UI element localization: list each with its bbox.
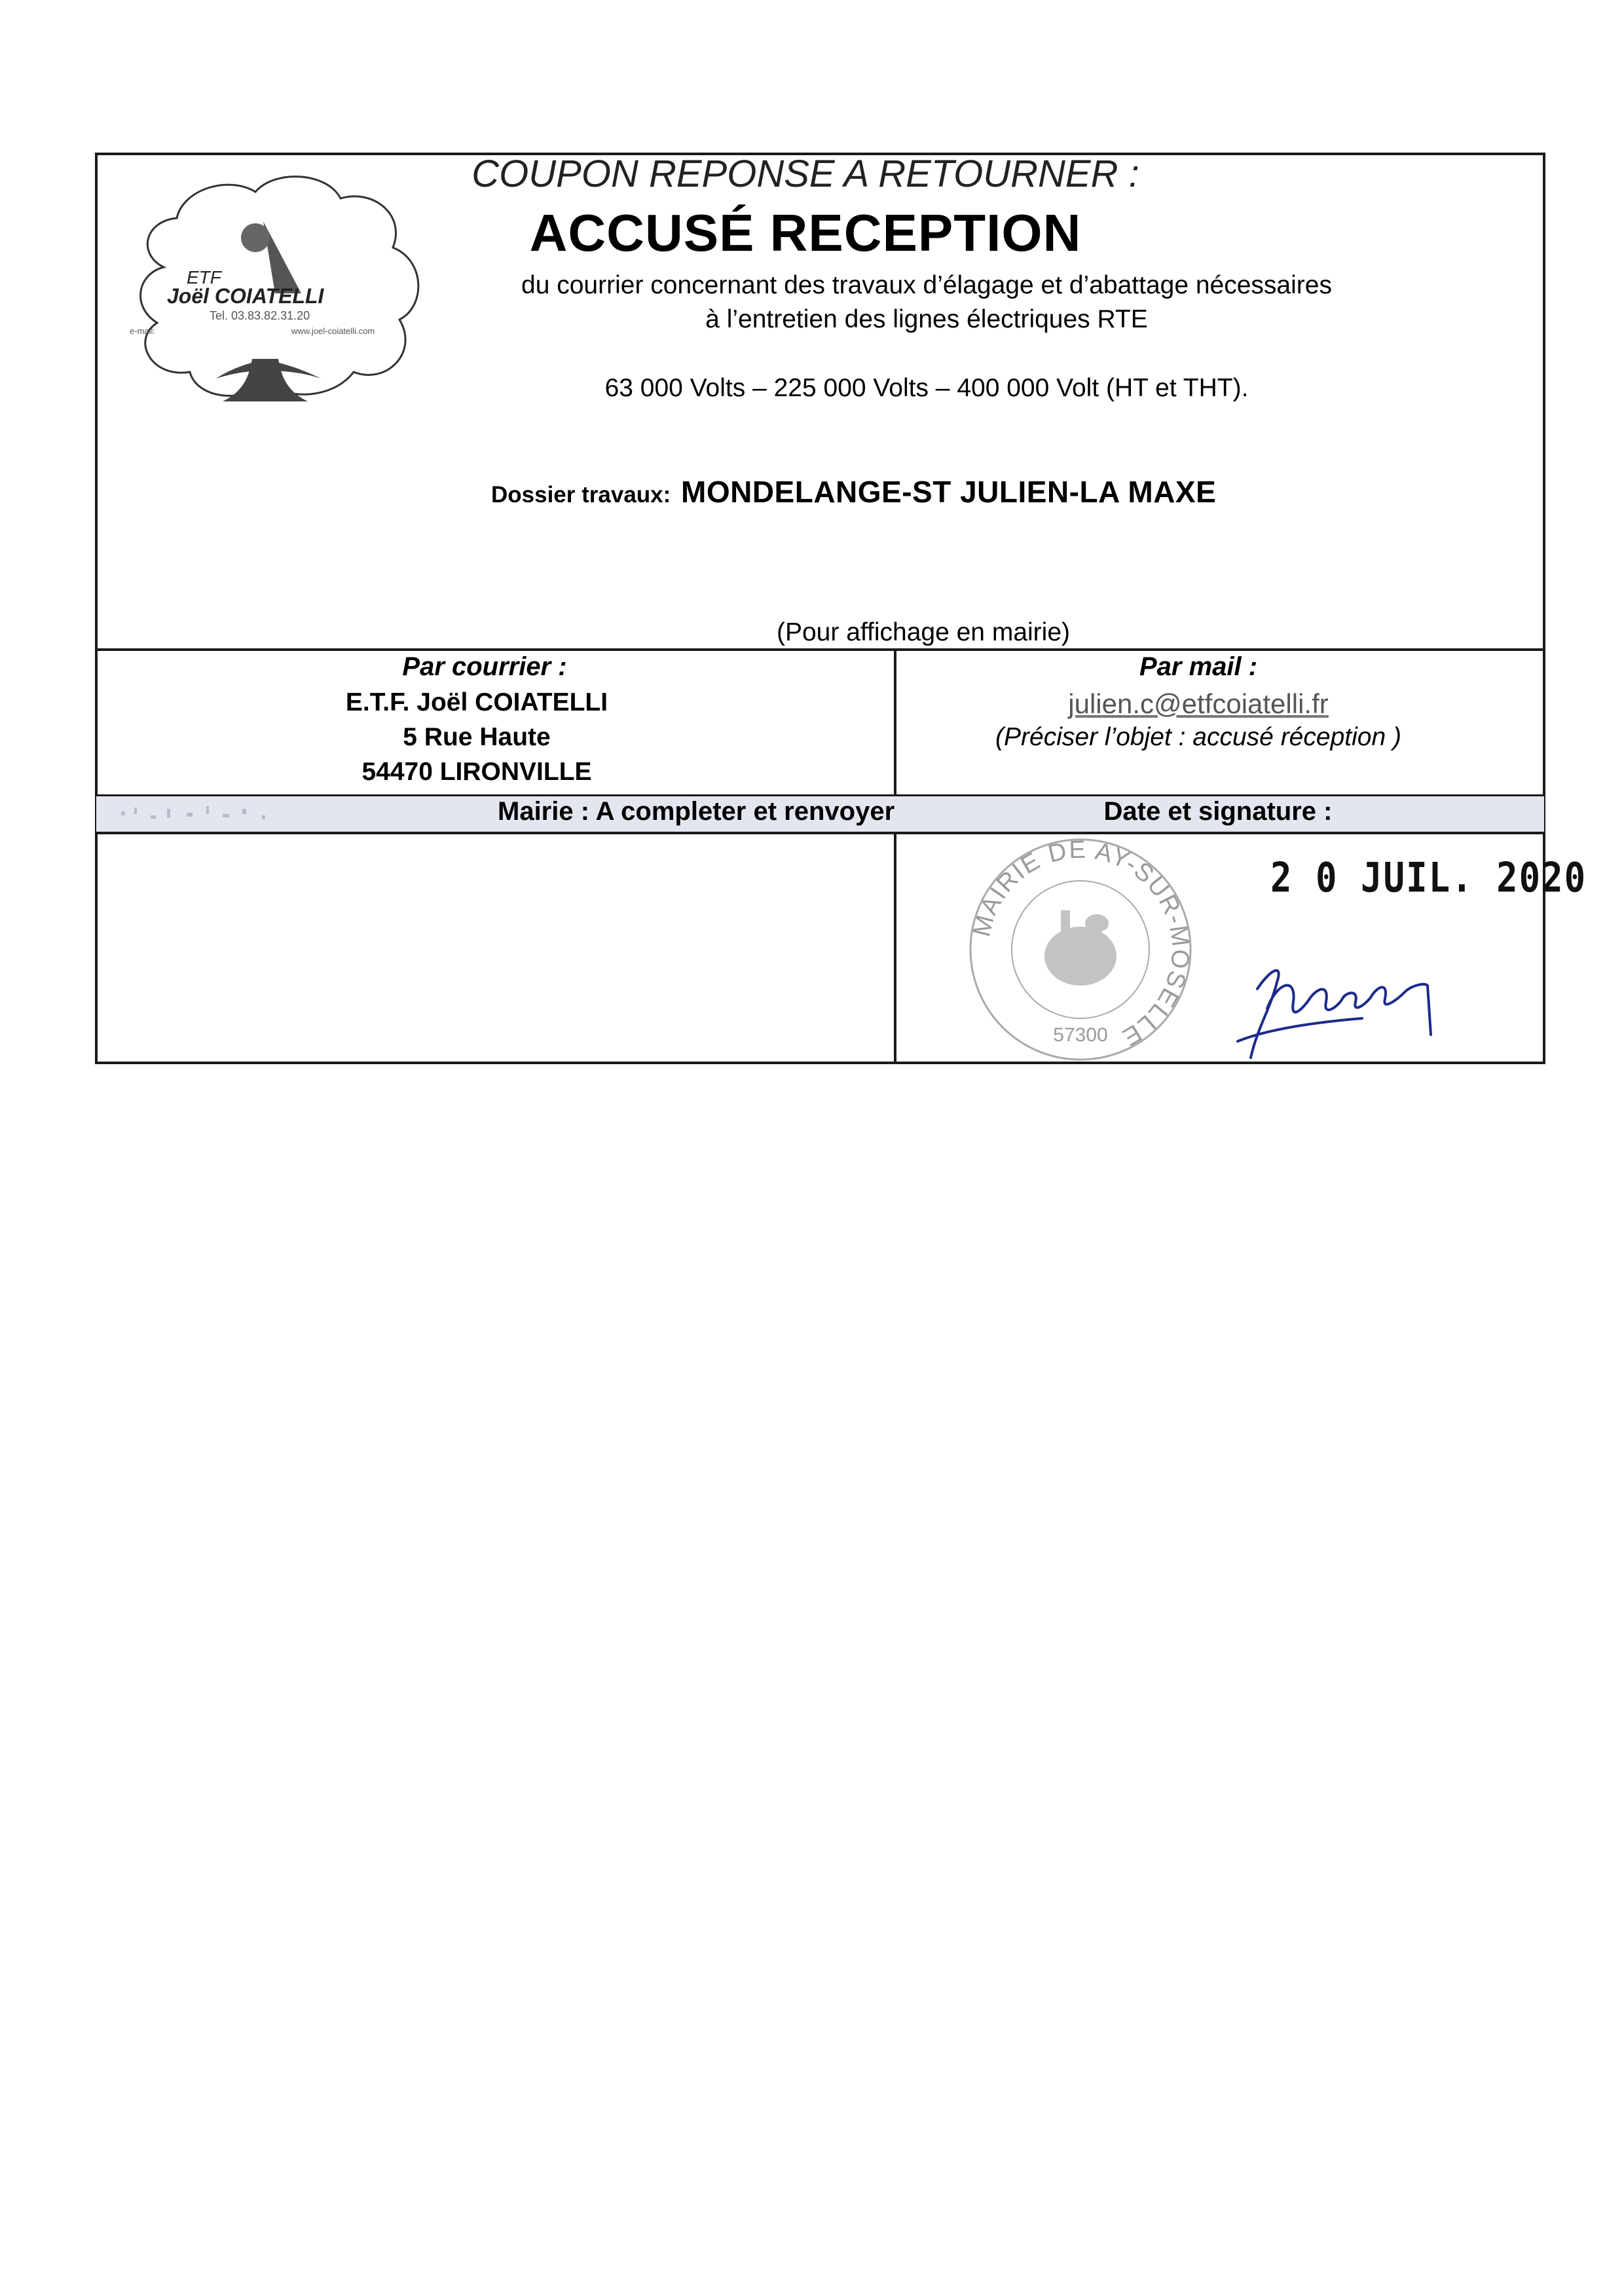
mail-note: (Préciser l’objet : accusé réception ) bbox=[995, 723, 1401, 751]
logo-brand-1: ETF bbox=[187, 267, 221, 287]
dossier-value: MONDELANGE-ST JULIEN-LA MAXE bbox=[681, 475, 1217, 509]
par-courrier-title: Par courrier : bbox=[402, 652, 567, 681]
logo-tel: Tel. 03.83.82.31.20 bbox=[210, 309, 310, 322]
divider-header bbox=[95, 648, 1545, 651]
affichage-note: (Pour affichage en mairie) bbox=[776, 618, 1071, 646]
logo-web: www.joel-coiatelli.com bbox=[291, 326, 375, 336]
subject-line-1: du courrier concernant des travaux d’élagage et d’abattage nécessaires bbox=[521, 271, 1332, 299]
subject-line-2: à l’entretien des lignes électriques RTE bbox=[705, 305, 1148, 333]
divider-band-bottom bbox=[95, 832, 1545, 834]
stamp-text: MAIRIE DE AY-SUR-MOSELLE bbox=[968, 836, 1194, 1052]
coupon-title: COUPON REPONSE A RETOURNER : bbox=[471, 153, 1139, 195]
email-link[interactable]: julien.c@etfcoiatelli.fr bbox=[1068, 688, 1329, 719]
logo-brand-2: Joël COIATELLI bbox=[167, 284, 324, 308]
address-line-2: 5 Rue Haute bbox=[403, 723, 551, 751]
voltage-line: 63 000 Volts – 225 000 Volts – 400 000 Volt (HT et THT). bbox=[604, 374, 1249, 402]
stamp-code: 57300 bbox=[1053, 1024, 1108, 1046]
address-line-3: 54470 LIRONVILLE bbox=[361, 758, 592, 786]
mairie-stamp bbox=[963, 832, 1198, 1067]
date-stamp: 2 0 JUIL. 2020 bbox=[1270, 854, 1587, 902]
address-line-1: E.T.F. Joël COIATELLI bbox=[345, 688, 608, 716]
divider-column bbox=[894, 648, 896, 1064]
scan-noise bbox=[115, 802, 298, 828]
dossier-label: Dossier travaux: bbox=[491, 482, 671, 508]
date-signature-label: Date et signature : bbox=[1103, 797, 1333, 826]
signature bbox=[1231, 936, 1441, 1067]
mairie-instruction: Mairie : A completer et renvoyer bbox=[498, 797, 895, 826]
par-mail-title: Par mail : bbox=[1139, 652, 1258, 681]
logo-email-label: e-mail: bbox=[130, 326, 156, 336]
page-title: ACCUSÉ RECEPTION bbox=[529, 204, 1082, 262]
